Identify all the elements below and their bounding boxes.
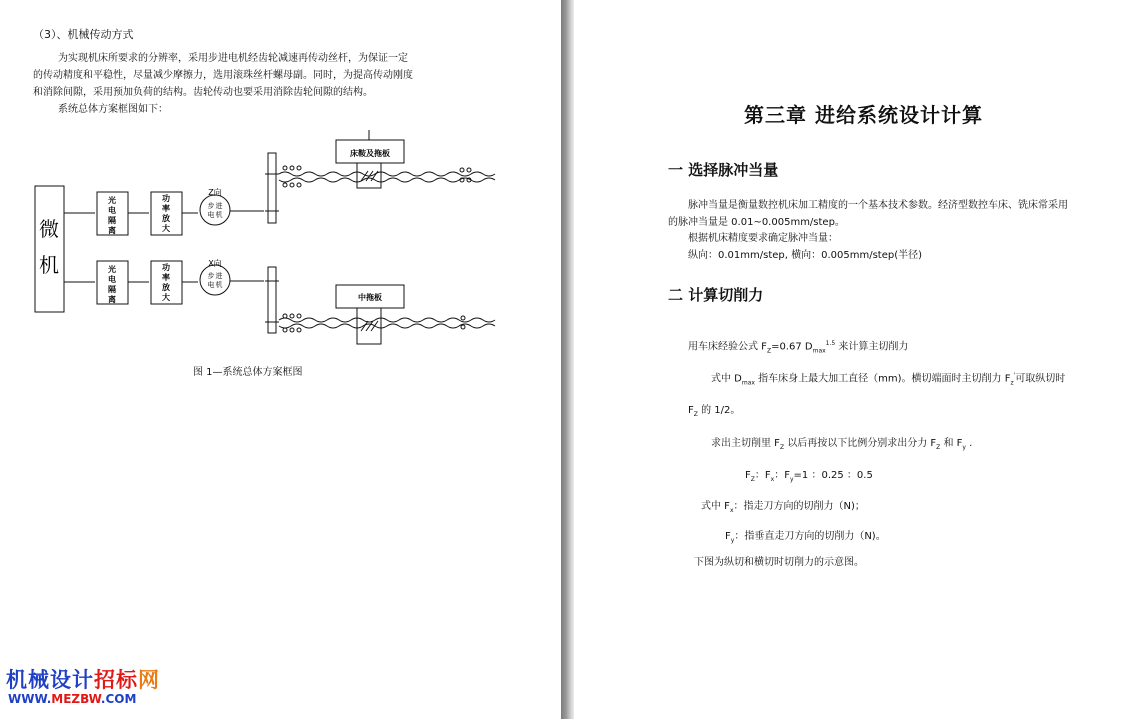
section-heading: （3）、机械传动方式 — [33, 28, 134, 41]
svg-text:进: 进 — [215, 202, 223, 210]
x-direction-label: X向 — [208, 259, 222, 268]
svg-text:光: 光 — [108, 265, 116, 274]
micro-label: 机 — [39, 253, 59, 277]
paragraph-line: 下图为纵切和横切时切削力的示意图。 — [694, 557, 864, 568]
svg-text:步: 步 — [207, 202, 215, 210]
svg-text:电: 电 — [108, 206, 116, 215]
svg-text:率: 率 — [162, 204, 170, 213]
figure-caption: 图 1—系统总体方案框图 — [193, 367, 303, 378]
svg-text:功: 功 — [162, 263, 170, 272]
svg-text:机: 机 — [215, 211, 223, 219]
svg-text:离: 离 — [108, 295, 116, 304]
stepper-motor-z — [200, 195, 230, 225]
svg-text:隔: 隔 — [108, 216, 116, 225]
paragraph-line: 根据机床精度要求确定脉冲当量： — [688, 233, 838, 244]
microcomputer-box — [35, 186, 64, 312]
carriage-top-label: 床鞍及拖板 — [350, 149, 390, 158]
svg-text:大: 大 — [162, 293, 170, 302]
paragraph-line: 的传动精度和平稳性，尽量减少摩擦力，选用滚珠丝杆螺母副。同时，为提高传动刚度 — [33, 70, 413, 81]
micro-label: 微 — [39, 217, 59, 241]
paragraph-line: $F_Z$ 的 1/2。 — [688, 405, 741, 418]
definition-line: $F_y$：指垂直走刀方向的切削力（N)。 — [725, 531, 886, 544]
paragraph-line: 脉冲当量是衡量数控机床加工精度的一个基本技术参数。经济型数控车床、铣床常采用 — [688, 200, 1068, 211]
svg-text:大: 大 — [162, 224, 170, 233]
section-title-1: 一 选择脉冲当量 — [668, 161, 779, 179]
svg-text:离: 离 — [108, 226, 116, 235]
svg-text:光: 光 — [108, 196, 116, 205]
svg-text:步: 步 — [207, 272, 215, 280]
ratio-line: $F_Z$：$F_x$：$F_y=1$ ：0.25 ：0.5 — [745, 470, 873, 483]
formula-line: 用车床经验公式 $F_Z=0.67$ $D_{max}^{1.5}$ 来计算主切削力 — [688, 340, 909, 355]
right-page — [574, 0, 1142, 719]
definition-line: 式中 $F_x$：指走刀方向的切削力（N)； — [701, 501, 865, 514]
svg-text:电: 电 — [207, 211, 215, 219]
paragraph-line: 纵向：0.01mm/step, 横向：0.005mm/step(半径) — [688, 250, 923, 261]
left-page — [0, 0, 561, 719]
system-block-diagram — [0, 125, 561, 350]
paragraph-line: 式中 $D_{max}$ 指车床身上最大加工直径（mm)。横切端面时主切削力 $F_z'$可取纵切时 — [711, 372, 1066, 387]
svg-text:电: 电 — [108, 275, 116, 284]
carriage-mid-label: 中拖板 — [358, 293, 382, 302]
svg-text:率: 率 — [162, 273, 170, 282]
paragraph-line: 系统总体方案框图如下： — [58, 104, 168, 115]
svg-text:放: 放 — [162, 283, 170, 292]
paragraph-line: 求出主切削里 $F_Z$ 以后再按以下比例分别求出分力 $F_Z$ 和 $F_y$ . — [711, 438, 973, 451]
page-gutter — [561, 0, 574, 719]
svg-text:电: 电 — [207, 281, 215, 289]
svg-text:放: 放 — [162, 214, 170, 223]
svg-text:机: 机 — [215, 281, 223, 289]
stepper-motor-x — [200, 265, 230, 295]
paragraph-line: 和消除间隙，采用预加负荷的结构。齿轮传动也要采用消除齿轮间隙的结构。 — [33, 87, 373, 98]
chapter-title: 第三章 进给系统设计计算 — [744, 103, 983, 127]
svg-text:进: 进 — [215, 272, 223, 280]
svg-text:功: 功 — [162, 194, 170, 203]
paragraph-line: 的脉冲当量是 0.01~0.005mm/step。 — [668, 217, 845, 228]
svg-text:隔: 隔 — [108, 285, 116, 294]
section-title-2: 二 计算切削力 — [668, 286, 764, 304]
paragraph-line: 为实现机床所要求的分辨率，采用步进电机经齿轮减速再传动丝杆，为保证一定 — [58, 53, 408, 64]
z-direction-label: Z向 — [208, 188, 222, 197]
